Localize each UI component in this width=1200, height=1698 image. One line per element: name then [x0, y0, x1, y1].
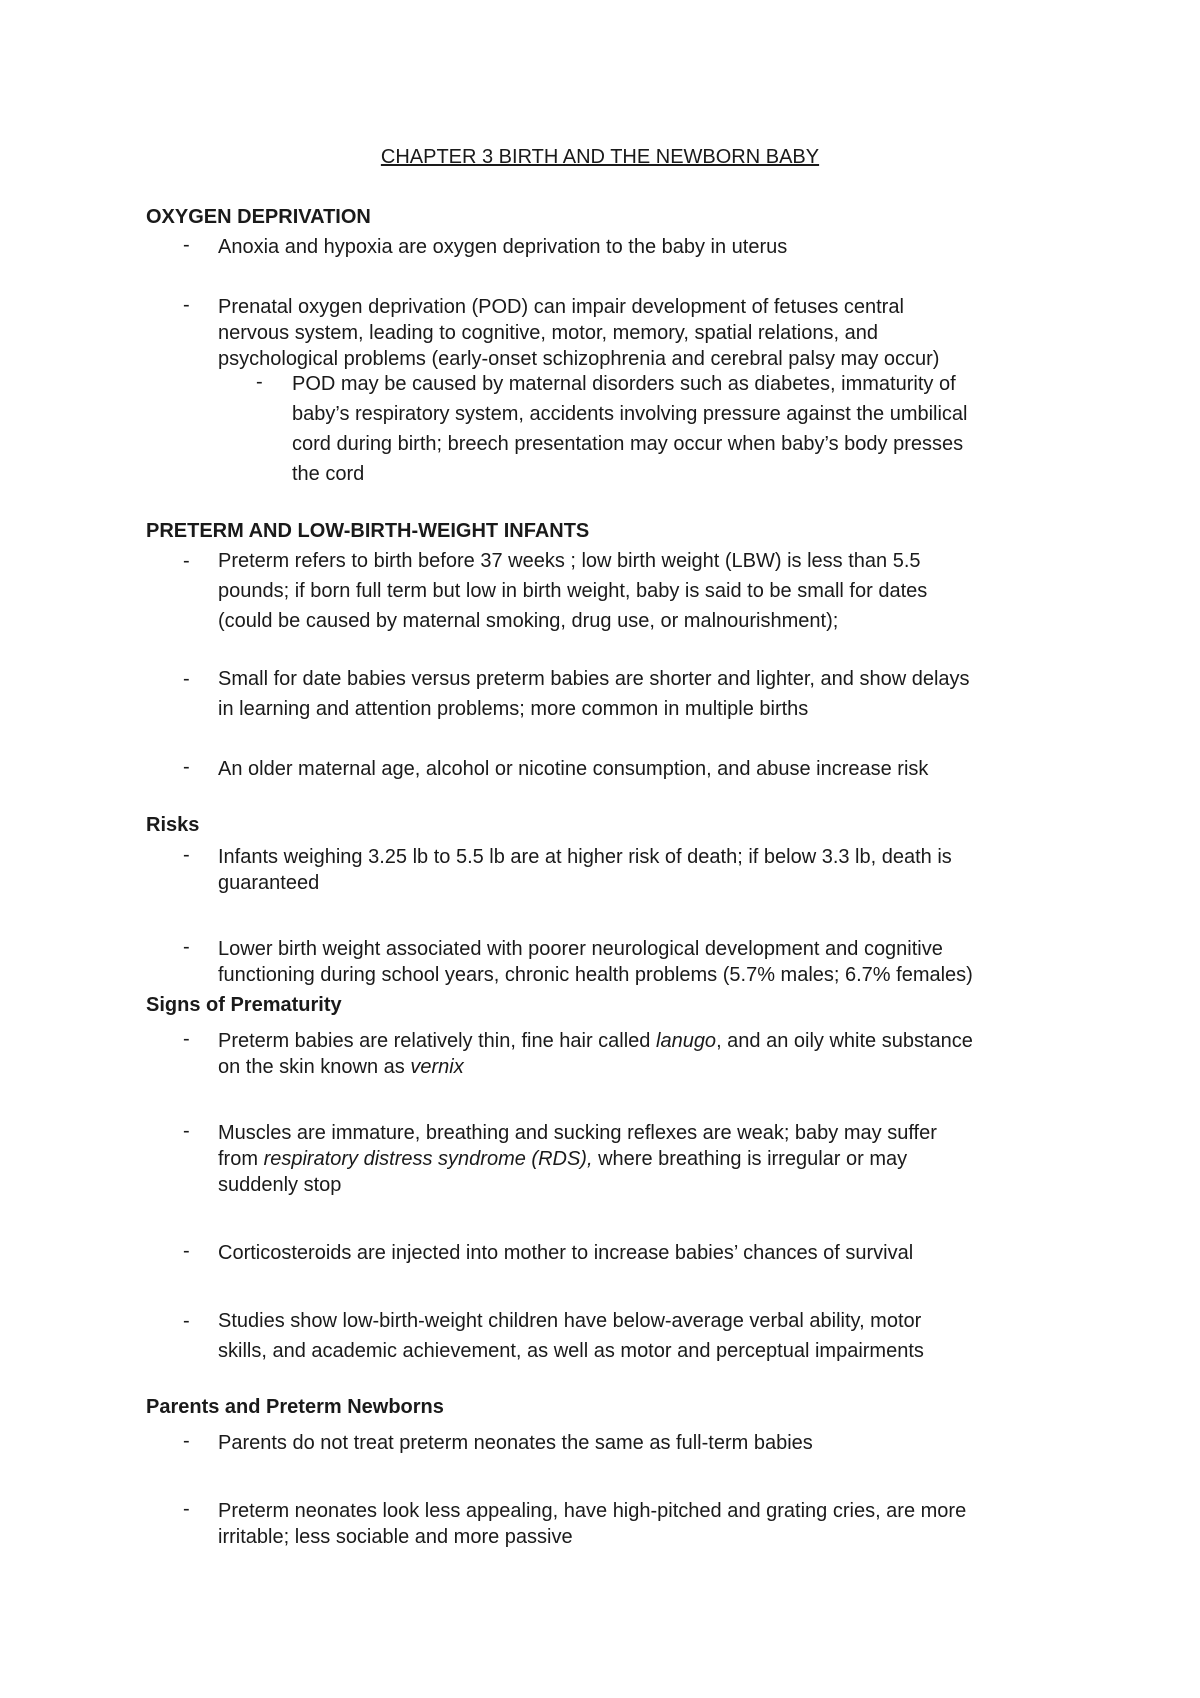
text-line: Prenatal oxygen deprivation (POD) can impair development of fetuses central [218, 296, 904, 318]
text-line: on the skin known as vernix [218, 1056, 464, 1078]
bullet-text-parents-treat [218, 1430, 1078, 1456]
text-line: suddenly stop [218, 1174, 342, 1196]
bullet-text-preterm-definition [218, 546, 1078, 636]
sub-bullet-text-pod-causes [292, 369, 1072, 489]
term-lanugo: lanugo [656, 1030, 717, 1052]
text-line: Small for date babies versus preterm babies are shorter and lighter, and show delays [218, 668, 970, 690]
bullet-text-neurological [218, 936, 1078, 988]
bullet-text-maternal-risk [218, 756, 1078, 782]
text-line: Preterm neonates look less appealing, have high-pitched and grating cries, are more [218, 1500, 967, 1522]
text-line: pounds; if born full term but low in birth weight, baby is said to be small for dates [218, 580, 928, 602]
text-line: Corticosteroids are injected into mother to increase babies’ chances of survival [218, 1242, 914, 1264]
text-line: the cord [292, 463, 365, 485]
bullet-dash: - [183, 294, 190, 316]
bullet-dash: - [183, 668, 190, 690]
bullet-dash: - [183, 1430, 190, 1452]
chapter-title: CHAPTER 3 BIRTH AND THE NEWBORN BABY [380, 146, 820, 168]
bullet-text-death-risk [218, 844, 1078, 896]
text-line: psychological problems (early-onset schizophrenia and cerebral palsy may occur) [218, 348, 940, 370]
text-line: POD may be caused by maternal disorders such as diabetes, immaturity of [292, 373, 956, 395]
text-line: functioning during school years, chronic health problems (5.7% males; 6.7% females) [218, 964, 973, 986]
bullet-dash: - [183, 234, 190, 256]
bullet-text-corticosteroids [218, 1240, 1078, 1266]
bullet-dash: - [183, 1028, 190, 1050]
bullet-text-pod [218, 294, 1078, 372]
bullet-text-lanugo-vernix [218, 1028, 1078, 1080]
section-heading-parents-preterm: Parents and Preterm Newborns [146, 1396, 444, 1418]
bullet-dash: - [183, 1120, 190, 1142]
text-line: baby’s respiratory system, accidents involving pressure against the umbilical [292, 403, 968, 425]
text-line: Studies show low-birth-weight children have below-average verbal ability, motor [218, 1310, 922, 1332]
text-line: An older maternal age, alcohol or nicotine consumption, and abuse increase risk [218, 758, 929, 780]
text-line: nervous system, leading to cognitive, motor, memory, spatial relations, and [218, 322, 878, 344]
bullet-text-rds [218, 1120, 1078, 1198]
text-line: Anoxia and hypoxia are oxygen deprivation to the baby in uterus [218, 236, 788, 258]
section-heading-risks: Risks [146, 814, 200, 836]
bullet-dash: - [183, 550, 190, 572]
text-line: from respiratory distress syndrome (RDS), where breathing is irregular or may [218, 1148, 908, 1170]
text-line: cord during birth; breech presentation may occur when baby’s body presses [292, 433, 964, 455]
bullet-text-neonates-appeal [218, 1498, 1078, 1550]
term-rds: respiratory distress syndrome (RDS), [263, 1148, 593, 1170]
text-line: (could be caused by maternal smoking, drug use, or malnourishment); [218, 610, 839, 632]
section-heading-oxygen-deprivation: OXYGEN DEPRIVATION [146, 206, 371, 228]
bullet-dash: - [183, 1310, 190, 1332]
bullet-dash: - [183, 1240, 190, 1262]
bullet-text-small-for-date [218, 664, 1078, 724]
text-line: Preterm babies are relatively thin, fine hair called lanugo, and an oily white substance [218, 1030, 973, 1052]
text-line: Muscles are immature, breathing and sucking reflexes are weak; baby may suffer [218, 1122, 937, 1144]
text-line: Infants weighing 3.25 lb to 5.5 lb are at higher risk of death; if below 3.3 lb, death is [218, 846, 952, 868]
bullet-dash: - [183, 936, 190, 958]
text-line: in learning and attention problems; more common in multiple births [218, 698, 809, 720]
bullet-dash: - [183, 844, 190, 866]
bullet-dash: - [183, 756, 190, 778]
bullet-dash: - [183, 1498, 190, 1520]
section-heading-signs-of-prematurity: Signs of Prematurity [146, 994, 342, 1016]
text-line: Parents do not treat preterm neonates the same as full-term babies [218, 1432, 813, 1454]
term-vernix: vernix [410, 1056, 464, 1078]
bullet-text-anoxia [218, 234, 1078, 260]
text-line: guaranteed [218, 872, 320, 894]
text-line: skills, and academic achievement, as well as motor and perceptual impairments [218, 1340, 924, 1362]
section-heading-preterm-lbw: PRETERM AND LOW-BIRTH-WEIGHT INFANTS [146, 520, 590, 542]
sub-bullet-dash: - [256, 371, 263, 393]
text-line: Preterm refers to birth before 37 weeks ; low birth weight (LBW) is less than 5.5 [218, 550, 921, 572]
bullet-text-studies [218, 1306, 1078, 1366]
text-line: Lower birth weight associated with poorer neurological development and cognitive [218, 938, 943, 960]
text-line: irritable; less sociable and more passive [218, 1526, 573, 1548]
